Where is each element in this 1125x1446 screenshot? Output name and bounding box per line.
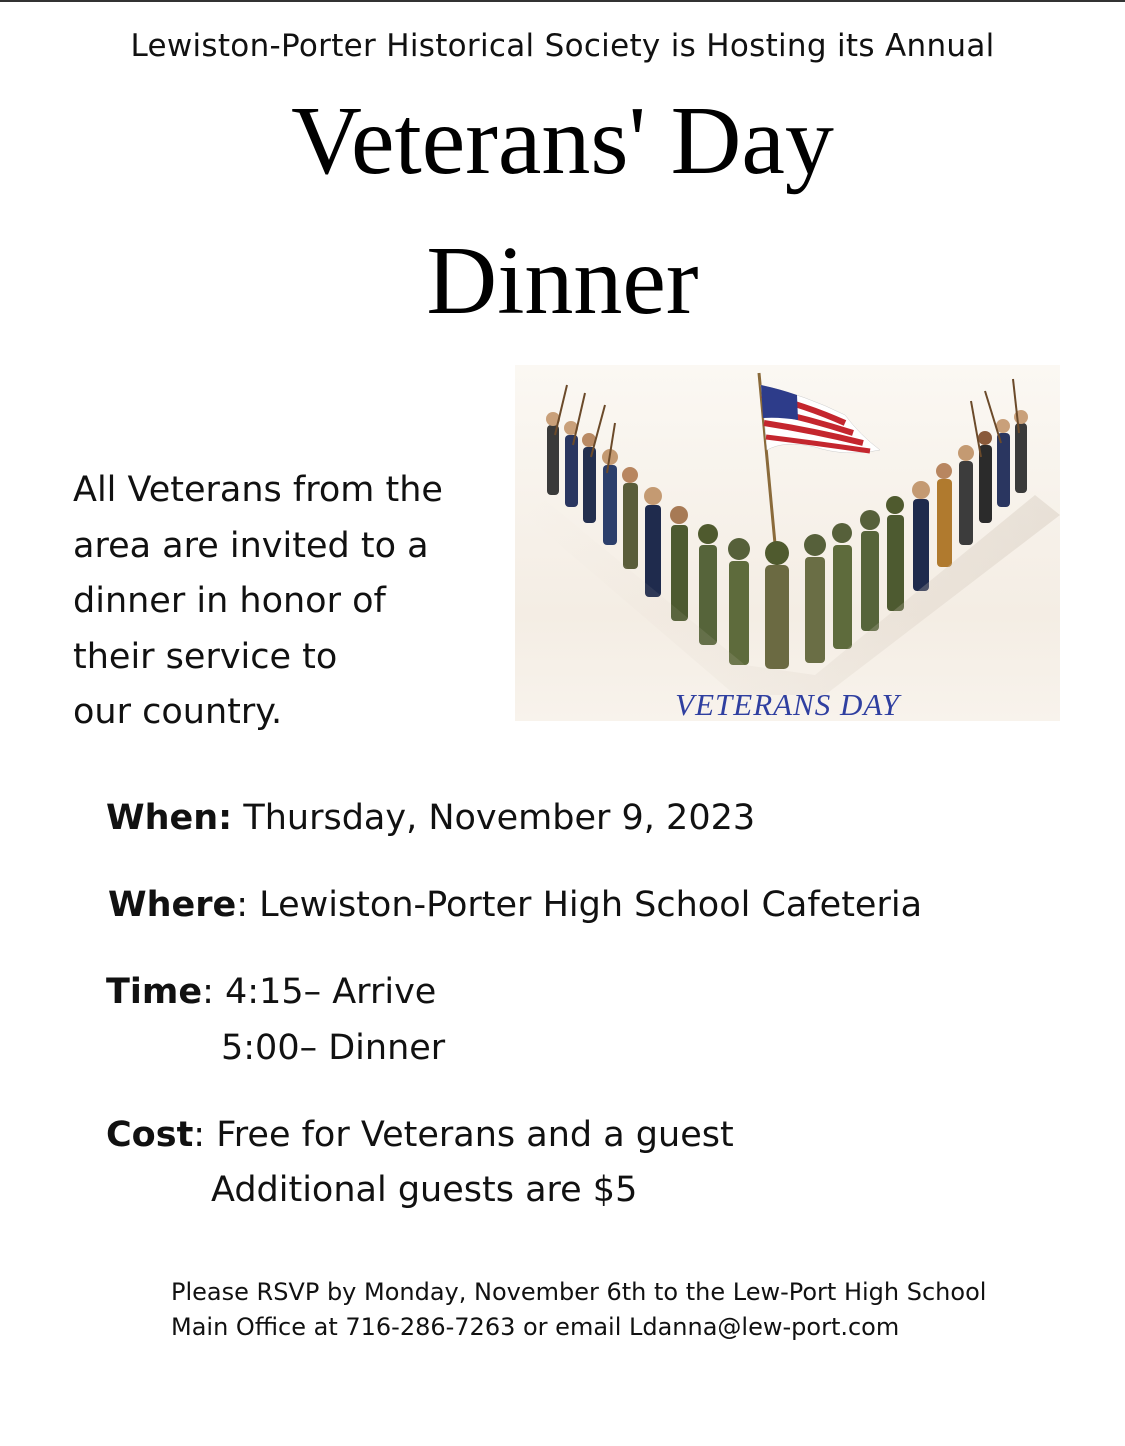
when-row [106, 798, 755, 838]
us-flag-icon [761, 385, 880, 453]
invitation-line: dinner in honor of [73, 581, 386, 621]
top-border [0, 0, 1125, 2]
hosting-line: Lewiston-Porter Historical Society is Hosting its Annual [130, 28, 995, 64]
time-label: Time [106, 972, 203, 1012]
invitation-line: their service to [73, 636, 338, 677]
where-row [108, 885, 922, 925]
when-label: When: [106, 798, 233, 838]
invitation-line: our country. [73, 692, 283, 732]
title-line-1: Veterans' Day [291, 87, 834, 195]
time-row [106, 972, 436, 1012]
time-value-dinner: 5:00– Dinner [221, 1028, 446, 1068]
cost-label: Cost [106, 1115, 194, 1155]
rsvp-line: Main Office at 716-286-7263 or email Ldanna@lew-port.com [171, 1313, 900, 1341]
cost-row [106, 1115, 734, 1155]
soldiers-left-column [546, 385, 750, 665]
cost-value-free: : Free for Veterans and a guest [193, 1115, 734, 1155]
where-label: Where [108, 885, 237, 925]
marching-soldiers-graphic [515, 365, 1060, 721]
veterans-day-illustration [515, 365, 1060, 721]
where-value: : Lewiston-Porter High School Cafeteria [236, 885, 923, 925]
invitation-text [73, 463, 493, 741]
time-value-arrive: : 4:15– Arrive [202, 972, 437, 1012]
when-value: Thursday, November 9, 2023 [243, 798, 756, 838]
cost-value-additional: Additional guests are $5 [211, 1170, 638, 1210]
illustration-caption: VETERANS DAY [675, 687, 900, 721]
lead-soldier [765, 541, 789, 669]
title-line-2: Dinner [426, 227, 699, 335]
rsvp-line: Please RSVP by Monday, November 6th to the Lew-Port High School [171, 1278, 987, 1306]
invitation-line: area are invited to a [73, 525, 429, 566]
invitation-line: All Veterans from the [73, 470, 443, 510]
rsvp-note [171, 1275, 1051, 1345]
